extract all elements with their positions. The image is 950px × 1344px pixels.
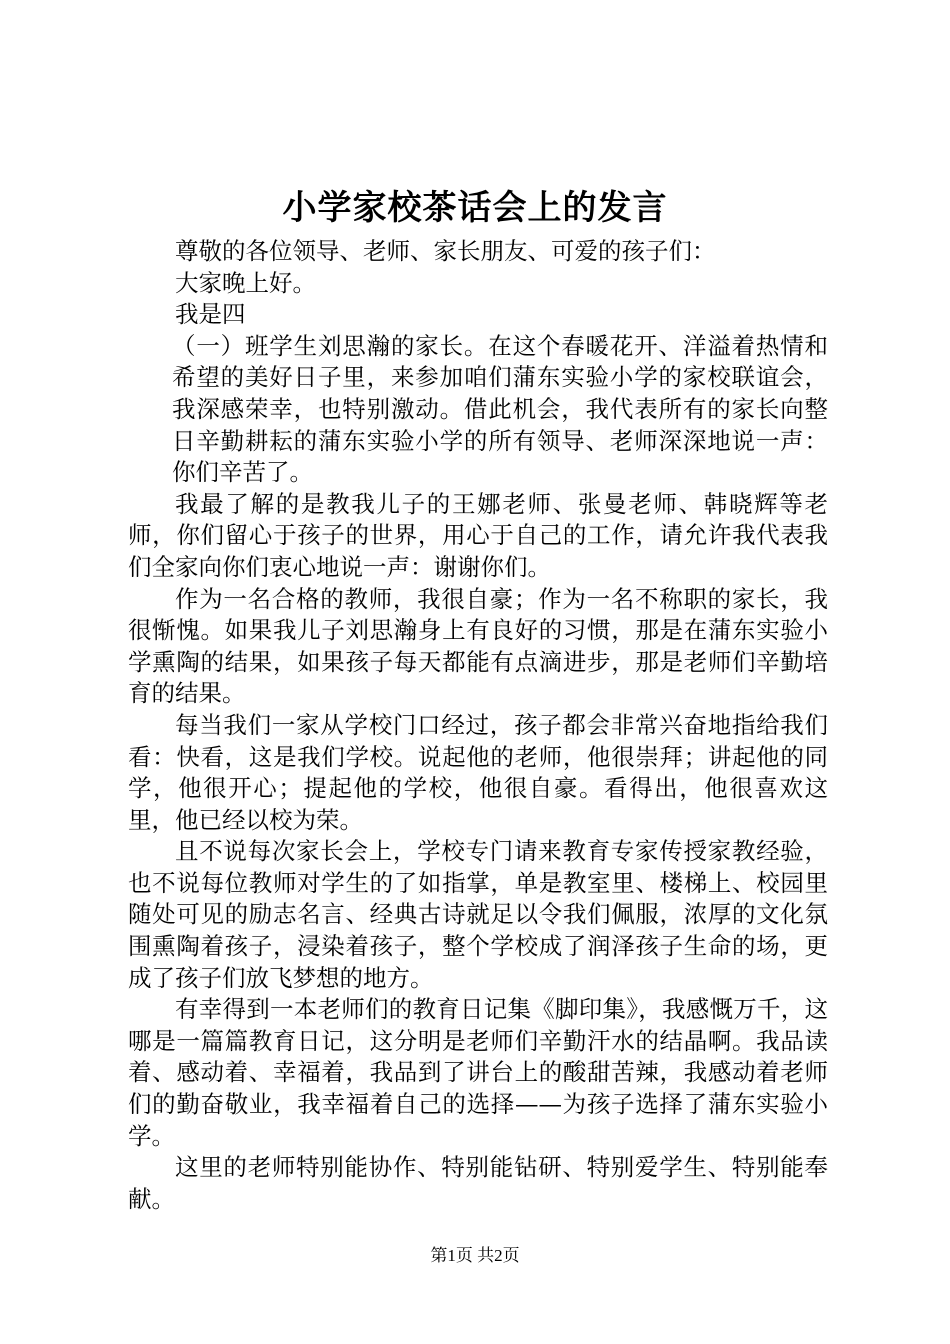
paragraph: 且不说每次家长会上，学校专门请来教育专家传授家教经验，也不说每位教师对学生的了如指掌，单是教室里、楼梯上、校园里随处可见的励志名言、经典古诗就足以令我们佩服，浓厚的文化氛围熏陶着孩子，浸染着孩子，整个学校成了润泽孩子生命的场，更成了孩子们放飞梦想的地方。 [128, 837, 828, 992]
page-number-footer: 第1页 共2页 [430, 1246, 520, 1265]
paragraph: （一）班学生刘思瀚的家长。在这个春暖花开、洋溢着热情和希望的美好日子里，来参加咱们蒲东实验小学的家校联谊会，我深感荣幸，也特别激动。借此机会，我代表所有的家长向整日辛勤耕耘的蒲东实验小学的所有领导、老师深深地说一声：你们辛苦了。 [172, 331, 828, 487]
paragraph: 尊敬的各位领导、老师、家长朋友、可爱的孩子们： [175, 237, 716, 265]
paragraph: 大家晚上好。 [175, 268, 316, 297]
paragraph: 有幸得到一本老师们的教育日记集《脚印集》，我感慨万千，这哪是一篇篇教育日记，这分明是老师们辛勤汗水的结晶啊。我品读着、感动着、幸福着，我品到了讲台上的酸甜苦辣，我感动着老师们的勤奋敬业，我幸福着自己的选择——为孩子选择了蒲东实验小学。 [128, 995, 828, 1150]
paragraph: 每当我们一家从学校门口经过，孩子都会非常兴奋地指给我们看：快看，这是我们学校。说起他的老师，他很崇拜；讲起他的同学，他很开心；提起他的学校，他很自豪。看得出，他很喜欢这里，他已经以校为荣。 [128, 710, 828, 834]
document-body [128, 236, 828, 1215]
paragraph: 我最了解的是教我儿子的王娜老师、张曼老师、韩晓辉等老师，你们留心于孩子的世界，用心于自己的工作，请允许我代表我们全家向你们衷心地说一声：谢谢你们。 [128, 489, 828, 581]
paragraph: 这里的老师特别能协作、特别能钻研、特别爱学生、特别能奉献。 [128, 1153, 828, 1213]
paragraph: 我是四 [175, 300, 246, 329]
paragraph: 作为一名合格的教师，我很自豪；作为一名不称职的家长，我很惭愧。如果我儿子刘思瀚身上有良好的习惯，那是在蒲东实验小学熏陶的结果，如果孩子每天都能有点滴进步，那是老师们辛勤培育的结果。 [128, 584, 828, 708]
document-title: 小学家校茶话会上的发言 [282, 188, 668, 228]
